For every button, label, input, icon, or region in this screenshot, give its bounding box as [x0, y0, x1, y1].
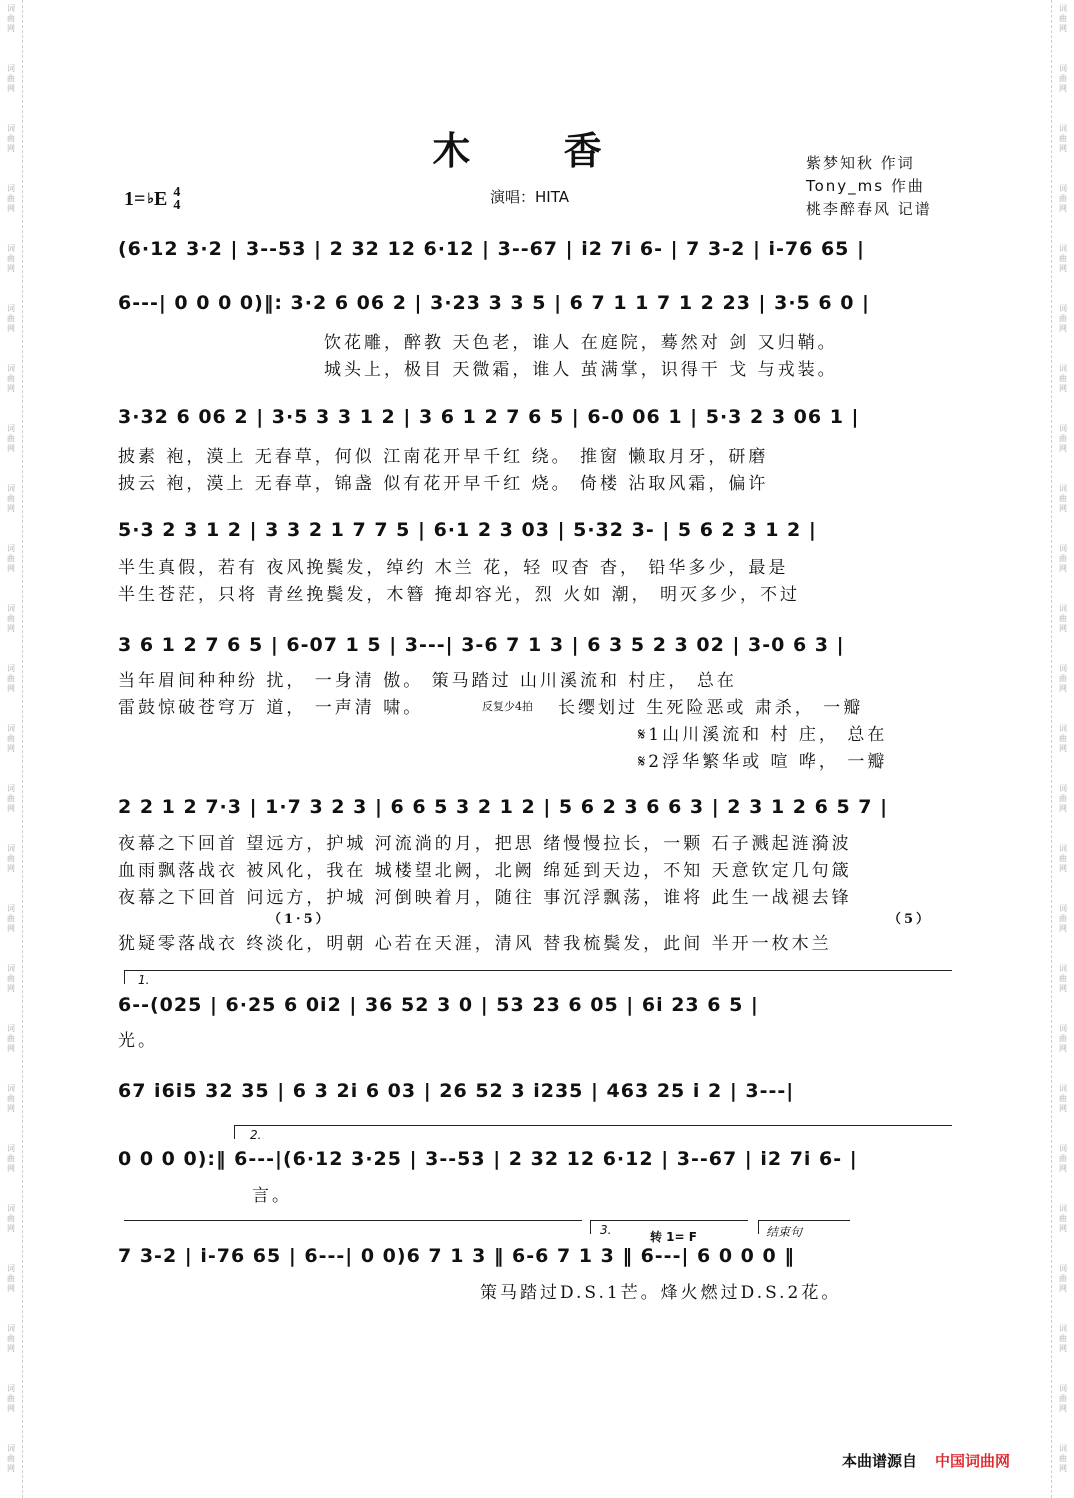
watermark-char: 网	[1059, 744, 1067, 753]
notes-row-3: 3·32 6 06 2 | 3·5 3 3 1 2 | 3 6 1 2 7 6 5 | 6-0 06 1 | 5·3 2 3 06 1 |	[118, 406, 860, 428]
watermark-char: 网	[1059, 1284, 1067, 1293]
watermark-char: 曲	[7, 14, 15, 23]
watermark-unit	[1052, 600, 1074, 660]
watermark-char: 网	[7, 1344, 15, 1353]
volta-1-tick	[124, 970, 125, 984]
watermark-char: 曲	[7, 134, 15, 143]
watermark-char: 词	[7, 304, 15, 313]
watermark-char: 曲	[1059, 1394, 1067, 1403]
watermark-unit	[1052, 0, 1074, 60]
watermark-unit	[0, 1200, 22, 1260]
lyric-row-10: 策马踏过D.S.1芒。烽火燃过D.S.2花。	[480, 1283, 842, 1303]
watermark-char: 词	[1059, 904, 1067, 913]
row-10-top-line	[124, 1220, 582, 1221]
lyric-row-3-verse-2: 披云 袍，漠上 无春草，锦盏 似有花开早千红 烧。 倚楼 沾取风霜，偏许	[118, 474, 769, 494]
watermark-char: 网	[7, 984, 15, 993]
watermark-unit	[1052, 900, 1074, 960]
volta-1-bracket	[124, 970, 952, 971]
lyric-row-6-note-2: （5）	[888, 912, 933, 927]
watermark-unit	[1052, 1200, 1074, 1260]
notes-row-7: 6--(025 | 6·25 6 0i2 | 36 52 3 0 | 53 23 6 05 | 6i 23 6 5 |	[118, 994, 759, 1016]
watermark-strip-right	[1051, 0, 1074, 1498]
watermark-char: 曲	[7, 674, 15, 683]
watermark-unit	[0, 0, 22, 60]
watermark-char: 网	[1059, 1104, 1067, 1113]
time-signature	[173, 186, 180, 212]
watermark-char: 词	[1059, 1144, 1067, 1153]
volta-3-label: 3.	[600, 1223, 612, 1237]
key-prefix: 1=	[124, 187, 146, 210]
watermark-char: 曲	[1059, 914, 1067, 923]
watermark-unit	[1052, 1080, 1074, 1140]
watermark-char: 词	[7, 544, 15, 553]
lyric-row-6-note-1: （1·5）	[268, 912, 332, 927]
watermark-char: 词	[1059, 1264, 1067, 1273]
watermark-char: 词	[1059, 184, 1067, 193]
watermark-char: 词	[1059, 784, 1067, 793]
watermark-char: 词	[1059, 964, 1067, 973]
watermark-char: 网	[1059, 804, 1067, 813]
watermark-char: 网	[1059, 264, 1067, 273]
watermark-char: 曲	[1059, 854, 1067, 863]
watermark-char: 曲	[7, 1094, 15, 1103]
watermark-char: 网	[1059, 684, 1067, 693]
watermark-unit	[0, 1140, 22, 1200]
watermark-unit	[1052, 1140, 1074, 1200]
watermark-char: 网	[1059, 864, 1067, 873]
watermark-char: 曲	[1059, 1214, 1067, 1223]
watermark-char: 词	[7, 124, 15, 133]
watermark-unit	[0, 600, 22, 660]
watermark-char: 网	[1059, 384, 1067, 393]
watermark-unit	[0, 360, 22, 420]
watermark-unit	[0, 900, 22, 960]
watermark-char: 曲	[7, 794, 15, 803]
watermark-char: 网	[7, 564, 15, 573]
watermark-char: 词	[1059, 724, 1067, 733]
watermark-char: 网	[7, 204, 15, 213]
watermark-char: 曲	[1059, 1154, 1067, 1163]
watermark-char: 曲	[1059, 1034, 1067, 1043]
lyric-row-5-verse-1: 当年眉间种种纷 扰， 一身清 傲。 策马踏过 山川溪流和 村庄， 总在	[118, 671, 737, 691]
watermark-char: 词	[7, 1144, 15, 1153]
watermark-char: 曲	[7, 254, 15, 263]
notes-row-8: 67 i6i5 32 35 | 6 3 2i 6 03 | 26 52 3 i235 | 463 25 i 2 | 3---|	[118, 1080, 795, 1102]
watermark-char: 词	[1059, 1204, 1067, 1213]
notes-row-6: 2 2 1 2 7·3 | 1·7 3 2 3 | 6 6 5 3 2 1 2 | 5 6 2 3 6 6 3 | 2 3 1 2 6 5 7 |	[118, 796, 889, 818]
watermark-char: 曲	[1059, 194, 1067, 203]
watermark-unit	[0, 780, 22, 840]
lyric-row-4-verse-2: 半生苍茫，只将 青丝挽鬓发，木簪 掩却容光，烈 火如 潮， 明灭多少，不过	[118, 585, 801, 605]
watermark-char: 词	[7, 364, 15, 373]
volta-2-label: 2.	[250, 1128, 262, 1142]
watermark-char: 曲	[7, 374, 15, 383]
watermark-char: 词	[7, 844, 15, 853]
watermark-char: 曲	[1059, 614, 1067, 623]
watermark-char: 网	[1059, 324, 1067, 333]
watermark-char: 网	[7, 24, 15, 33]
watermark-char: 曲	[1059, 494, 1067, 503]
lyric-row-5-segno-1: 𝄋1山川溪流和 村 庄， 总在	[638, 725, 888, 745]
watermark-char: 曲	[7, 1454, 15, 1463]
watermark-char: 曲	[1059, 254, 1067, 263]
watermark-char: 曲	[1059, 794, 1067, 803]
watermark-unit	[1052, 480, 1074, 540]
watermark-char: 曲	[1059, 1454, 1067, 1463]
watermark-char: 词	[1059, 304, 1067, 313]
watermark-char: 曲	[7, 734, 15, 743]
watermark-char: 网	[1059, 564, 1067, 573]
ending-tick	[758, 1220, 759, 1234]
watermark-char: 曲	[1059, 134, 1067, 143]
watermark-char: 网	[1059, 1404, 1067, 1413]
watermark-unit	[0, 1380, 22, 1440]
watermark-char: 词	[7, 1204, 15, 1213]
watermark-char: 词	[7, 904, 15, 913]
watermark-char: 网	[7, 1104, 15, 1113]
watermark-char: 曲	[1059, 1274, 1067, 1283]
notes-row-2: 6---| 0 0 0 0)‖: 3·2 6 06 2 | 3·23 3 3 5 | 6 7 1 1 7 1 2 23 | 3·5 6 0 |	[118, 292, 870, 314]
watermark-char: 网	[7, 444, 15, 453]
credits	[806, 152, 932, 221]
watermark-unit	[1052, 960, 1074, 1020]
repeat-note: 反复少4拍	[482, 700, 533, 713]
watermark-char: 词	[1059, 1324, 1067, 1333]
lyric-row-9: 言。	[252, 1186, 292, 1206]
watermark-char: 曲	[1059, 674, 1067, 683]
watermark-unit	[1052, 840, 1074, 900]
volta-3-tick	[590, 1220, 591, 1234]
watermark-unit	[1052, 660, 1074, 720]
volta-2-bracket	[234, 1125, 952, 1126]
key-signature	[124, 186, 180, 212]
watermark-unit	[1052, 240, 1074, 300]
watermark-unit	[1052, 1260, 1074, 1320]
watermark-char: 词	[1059, 1024, 1067, 1033]
watermark-char: 曲	[7, 554, 15, 563]
watermark-char: 网	[1059, 24, 1067, 33]
notes-row-4: 5·3 2 3 1 2 | 3 3 2 1 7 7 5 | 6·1 2 3 03 | 5·32 3- | 5 6 2 3 1 2 |	[118, 519, 817, 541]
watermark-char: 词	[1059, 1384, 1067, 1393]
watermark-char: 词	[7, 604, 15, 613]
watermark-char: 网	[1059, 1044, 1067, 1053]
watermark-char: 网	[7, 1164, 15, 1173]
watermark-char: 曲	[7, 1334, 15, 1343]
footer-source-text: 本曲谱源自	[842, 1452, 918, 1470]
watermark-char: 网	[7, 1464, 15, 1473]
volta-1-label: 1.	[138, 973, 150, 987]
watermark-char: 网	[1059, 144, 1067, 153]
watermark-char: 词	[7, 4, 15, 13]
watermark-unit	[1052, 1440, 1074, 1498]
watermark-char: 网	[7, 744, 15, 753]
watermark-char: 词	[7, 1384, 15, 1393]
watermark-char: 词	[1059, 484, 1067, 493]
watermark-char: 曲	[1059, 554, 1067, 563]
watermark-unit	[1052, 420, 1074, 480]
composer: Tony_ms 作曲	[806, 177, 925, 195]
watermark-char: 网	[7, 1044, 15, 1053]
watermark-unit	[0, 840, 22, 900]
watermark-char: 曲	[7, 1274, 15, 1283]
watermark-char: 网	[7, 144, 15, 153]
time-bottom: 4	[173, 198, 181, 213]
transcriber: 桃李醉春风 记谱	[806, 200, 932, 218]
watermark-char: 网	[7, 684, 15, 693]
watermark-char: 网	[1059, 1344, 1067, 1353]
watermark-char: 网	[1059, 624, 1067, 633]
watermark-char: 曲	[1059, 374, 1067, 383]
watermark-unit	[0, 240, 22, 300]
watermark-char: 网	[7, 864, 15, 873]
watermark-char: 词	[1059, 604, 1067, 613]
watermark-char: 网	[1059, 504, 1067, 513]
lyric-row-5-segno-2: 𝄋2浮华繁华或 喧 哗， 一瓣	[638, 752, 888, 772]
watermark-char: 网	[1059, 1164, 1067, 1173]
watermark-char: 曲	[7, 1394, 15, 1403]
watermark-strip-left	[0, 0, 23, 1498]
lyric-row-4-verse-1: 半生真假，若有 夜风挽鬓发，绰约 木兰 花，轻 叹杳 杳， 铅华多少，最是	[118, 558, 789, 578]
watermark-char: 曲	[7, 914, 15, 923]
volta-3-bracket	[590, 1220, 748, 1221]
watermark-char: 网	[1059, 204, 1067, 213]
lyric-row-6-verse-2: 血雨飘落战衣 被风化，我在 城楼望北阙，北阙 绵延到天边，不知 天意钦定几句箴	[118, 861, 852, 881]
watermark-char: 词	[7, 1324, 15, 1333]
watermark-char: 曲	[7, 1214, 15, 1223]
watermark-char: 曲	[1059, 434, 1067, 443]
watermark-unit	[0, 60, 22, 120]
watermark-char: 网	[7, 1404, 15, 1413]
notes-row-5: 3 6 1 2 7 6 5 | 6-07 1 5 | 3---| 3-6 7 1 3 | 6 3 5 2 3 02 | 3-0 6 3 |	[118, 634, 845, 656]
watermark-unit	[0, 540, 22, 600]
watermark-char: 曲	[7, 74, 15, 83]
watermark-char: 网	[1059, 924, 1067, 933]
watermark-char: 曲	[7, 974, 15, 983]
lyric-row-2-verse-2: 城头上，极目 天微霜，谁人 茧满掌，识得干 戈 与戎装。	[324, 360, 838, 380]
watermark-char: 网	[1059, 1464, 1067, 1473]
watermark-char: 网	[7, 1224, 15, 1233]
watermark-char: 网	[7, 804, 15, 813]
lyric-row-2-verse-1: 饮花雕，醉教 天色老，谁人 在庭院，蓦然对 剑 又归鞘。	[324, 333, 838, 353]
watermark-char: 曲	[1059, 14, 1067, 23]
watermark-char: 网	[1059, 84, 1067, 93]
watermark-unit	[0, 300, 22, 360]
watermark-unit	[1052, 60, 1074, 120]
watermark-char: 词	[7, 664, 15, 673]
watermark-char: 网	[7, 264, 15, 273]
watermark-unit	[1052, 360, 1074, 420]
watermark-char: 词	[7, 1444, 15, 1453]
watermark-char: 网	[1059, 984, 1067, 993]
watermark-unit	[0, 480, 22, 540]
watermark-unit	[0, 720, 22, 780]
watermark-char: 词	[7, 244, 15, 253]
watermark-unit	[1052, 1380, 1074, 1440]
singer: 演唱：HITA	[490, 188, 569, 206]
watermark-char: 网	[1059, 1224, 1067, 1233]
watermark-unit	[0, 1320, 22, 1380]
footer-source	[842, 1450, 1010, 1471]
watermark-unit	[0, 1260, 22, 1320]
watermark-char: 曲	[1059, 974, 1067, 983]
lyric-row-3-verse-1: 披素 袍，漠上 无春草，何似 江南花开早千红 绕。 推窗 懒取月牙，研磨	[118, 447, 769, 467]
watermark-char: 词	[1059, 364, 1067, 373]
watermark-unit	[1052, 1320, 1074, 1380]
watermark-char: 词	[7, 424, 15, 433]
watermark-char: 曲	[7, 1034, 15, 1043]
ending-label: 结束句	[766, 1225, 803, 1239]
watermark-unit	[0, 180, 22, 240]
watermark-unit	[1052, 1020, 1074, 1080]
watermark-char: 曲	[7, 1154, 15, 1163]
watermark-unit	[0, 1020, 22, 1080]
watermark-char: 曲	[7, 854, 15, 863]
song-title: 木 香	[432, 128, 642, 173]
watermark-char: 词	[7, 724, 15, 733]
watermark-char: 网	[7, 324, 15, 333]
watermark-unit	[1052, 300, 1074, 360]
watermark-unit	[1052, 180, 1074, 240]
watermark-unit	[0, 1440, 22, 1498]
watermark-unit	[0, 1080, 22, 1140]
watermark-unit	[1052, 720, 1074, 780]
watermark-char: 词	[1059, 544, 1067, 553]
watermark-char: 网	[1059, 444, 1067, 453]
watermark-unit	[0, 960, 22, 1020]
watermark-char: 词	[1059, 844, 1067, 853]
watermark-char: 词	[7, 484, 15, 493]
lyric-row-7: 光。	[118, 1031, 158, 1051]
watermark-char: 曲	[7, 314, 15, 323]
watermark-char: 网	[7, 924, 15, 933]
notes-row-9: 0 0 0 0):‖ 6---|(6·12 3·25 | 3--53 | 2 32 12 6·12 | 3--67 | i2 7i 6- |	[118, 1148, 858, 1170]
watermark-char: 网	[7, 624, 15, 633]
lyric-row-5-verse-2b: 长缨划过 生死险恶或 肃杀， 一瓣	[558, 698, 864, 718]
watermark-char: 曲	[7, 494, 15, 503]
watermark-unit	[0, 420, 22, 480]
watermark-char: 词	[7, 184, 15, 193]
watermark-char: 曲	[1059, 1094, 1067, 1103]
lyric-row-6-verse-1: 夜幕之下回首 望远方，护城 河流淌的月，把思 绪慢慢拉长，一颗 石子溅起涟漪波	[118, 834, 852, 854]
watermark-char: 词	[1059, 664, 1067, 673]
key-flat: ♭	[147, 191, 155, 207]
ending-bracket	[758, 1220, 850, 1221]
time-top: 4	[173, 185, 181, 200]
watermark-char: 曲	[7, 194, 15, 203]
watermark-char: 词	[1059, 424, 1067, 433]
watermark-char: 曲	[1059, 314, 1067, 323]
watermark-char: 词	[7, 784, 15, 793]
watermark-char: 曲	[1059, 1334, 1067, 1343]
watermark-char: 词	[7, 64, 15, 73]
watermark-char: 词	[1059, 1444, 1067, 1453]
watermark-char: 曲	[1059, 734, 1067, 743]
watermark-char: 曲	[7, 434, 15, 443]
watermark-char: 词	[7, 964, 15, 973]
lyric-row-6-verse-4: 犹疑零落战衣 终淡化，明朝 心若在天涯，清风 替我梳鬓发，此间 半开一枚木兰	[118, 934, 832, 954]
watermark-char: 词	[1059, 124, 1067, 133]
notes-row-1: (6·12 3·2 | 3--53 | 2 32 12 6·12 | 3--67 | i2 7i 6- | 7 3-2 | i-76 65 |	[118, 238, 865, 260]
watermark-char: 曲	[7, 614, 15, 623]
watermark-char: 词	[7, 1084, 15, 1093]
watermark-unit	[0, 660, 22, 720]
watermark-unit	[1052, 780, 1074, 840]
footer-site-link[interactable]: 中国词曲网	[935, 1452, 1011, 1470]
watermark-unit	[1052, 540, 1074, 600]
watermark-char: 词	[7, 1264, 15, 1273]
watermark-char: 网	[7, 384, 15, 393]
watermark-char: 曲	[1059, 74, 1067, 83]
lyric-row-6-verse-3: 夜幕之下回首 问远方，护城 河倒映着月，随往 事沉浮飘荡，谁将 此生一战褪去锋	[118, 888, 852, 908]
watermark-char: 网	[7, 504, 15, 513]
notes-row-10: 7 3-2 | i-76 65 | 6---| 0 0)6 7 1 3 ‖ 6-6 7 1 3 ‖ 6---| 6 0 0 0 ‖	[118, 1245, 795, 1267]
watermark-char: 词	[7, 1024, 15, 1033]
watermark-char: 网	[7, 84, 15, 93]
watermark-char: 词	[1059, 1084, 1067, 1093]
watermark-char: 词	[1059, 64, 1067, 73]
watermark-char: 词	[1059, 244, 1067, 253]
volta-2-tick	[234, 1125, 235, 1139]
modulation-label: 转 1= F	[650, 1230, 697, 1244]
lyric-row-5-verse-2: 雷鼓惊破苍穹万 道， 一声清 啸。	[118, 698, 424, 718]
watermark-char: 网	[7, 1284, 15, 1293]
key-letter: E	[154, 187, 168, 210]
lyricist: 紫梦知秋 作词	[806, 154, 915, 172]
watermark-char: 词	[1059, 4, 1067, 13]
